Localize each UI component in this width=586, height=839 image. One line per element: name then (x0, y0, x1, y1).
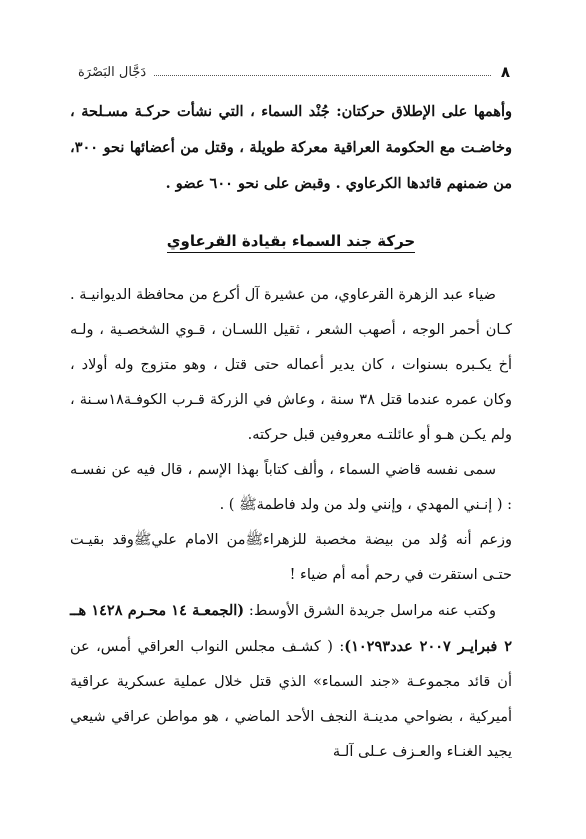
section-heading-text: حركة جند السماء بقيادة القرعاوي (167, 232, 415, 253)
header-dotted-rule (154, 75, 491, 76)
quote-body: : ( كشـف مجلس النواب العراقي أمس، عن أن قائد مجموعـة «جند السماء» الذي قتل خلال عملية عسكرية عراقية أميركية ، بضواحي مدينـة النجف الأحد الماضي ، هو مواطن عراقي شيعي يجيد الغنـاء والعـزف عـلى آلـة (70, 639, 512, 760)
intro-paragraph: وأهمها على الإطلاق حركتان: جُنْد السماء ، التي نشأت حركـة مسـلحة ، وخاضـت مع الحكومة العراقية معركة طويلة ، وقتل من أعضائها نحو ٣٠٠، من ضمنهم قائدها الكرعاوي . وقبض على نحو ٦٠٠ عضو . (70, 103, 512, 192)
paragraph-birth-claim: وزعم أنه وُلد من بيضة مخصبة للزهراءﷺمن الامام عليﷺوقد بقيـت حتـى استقرت في رحم أمه أم ضياء ! (70, 532, 512, 583)
page-number: ٨ (500, 63, 510, 81)
quote-date: (الجمعـة ١٤ محـرم ١٤٢٨ هــ ٢ فبرايـر ٢٠٠٧ عدد١٠٢٩٣) (70, 602, 512, 655)
section-heading (70, 232, 512, 250)
running-header (78, 62, 510, 82)
quote-lead: وكتب عنه مراسل جريدة الشرق الأوسط: (244, 603, 496, 619)
paragraph-self-title: سمى نفسه قاضي السماء ، وألف كتاباً بهذا الإسم ، قال فيه عن نفسـه : ( إنـني المهدي ، وإنني ولد من ولد فاطمةﷺ ) . (70, 462, 512, 513)
main-text (70, 278, 512, 770)
paragraph-newspaper-quote (70, 593, 512, 770)
paragraph-biography: ضياء عبد الزهرة القرعاوي، من عشيرة آل أكرع من محافظة الديوانيـة . كـان أحمر الوجه ، أصهب الشعر ، ثقيل اللسـان ، قـوي الشخصـية ، ولـه أخ يكـبره بسنوات ، كان يدير أعماله حتى قتل ، وهو متزوج وله أولاد ، وكان عمره عندما قتل ٣٨ سنة ، وعاش في الزركة قـرب الكوفـة١٨سـنة ، ولم يكـن هـو أو عائلتـه معروفين قبل حركته. (70, 287, 512, 443)
book-title: دَجَّال البَصْرَة (78, 64, 147, 80)
